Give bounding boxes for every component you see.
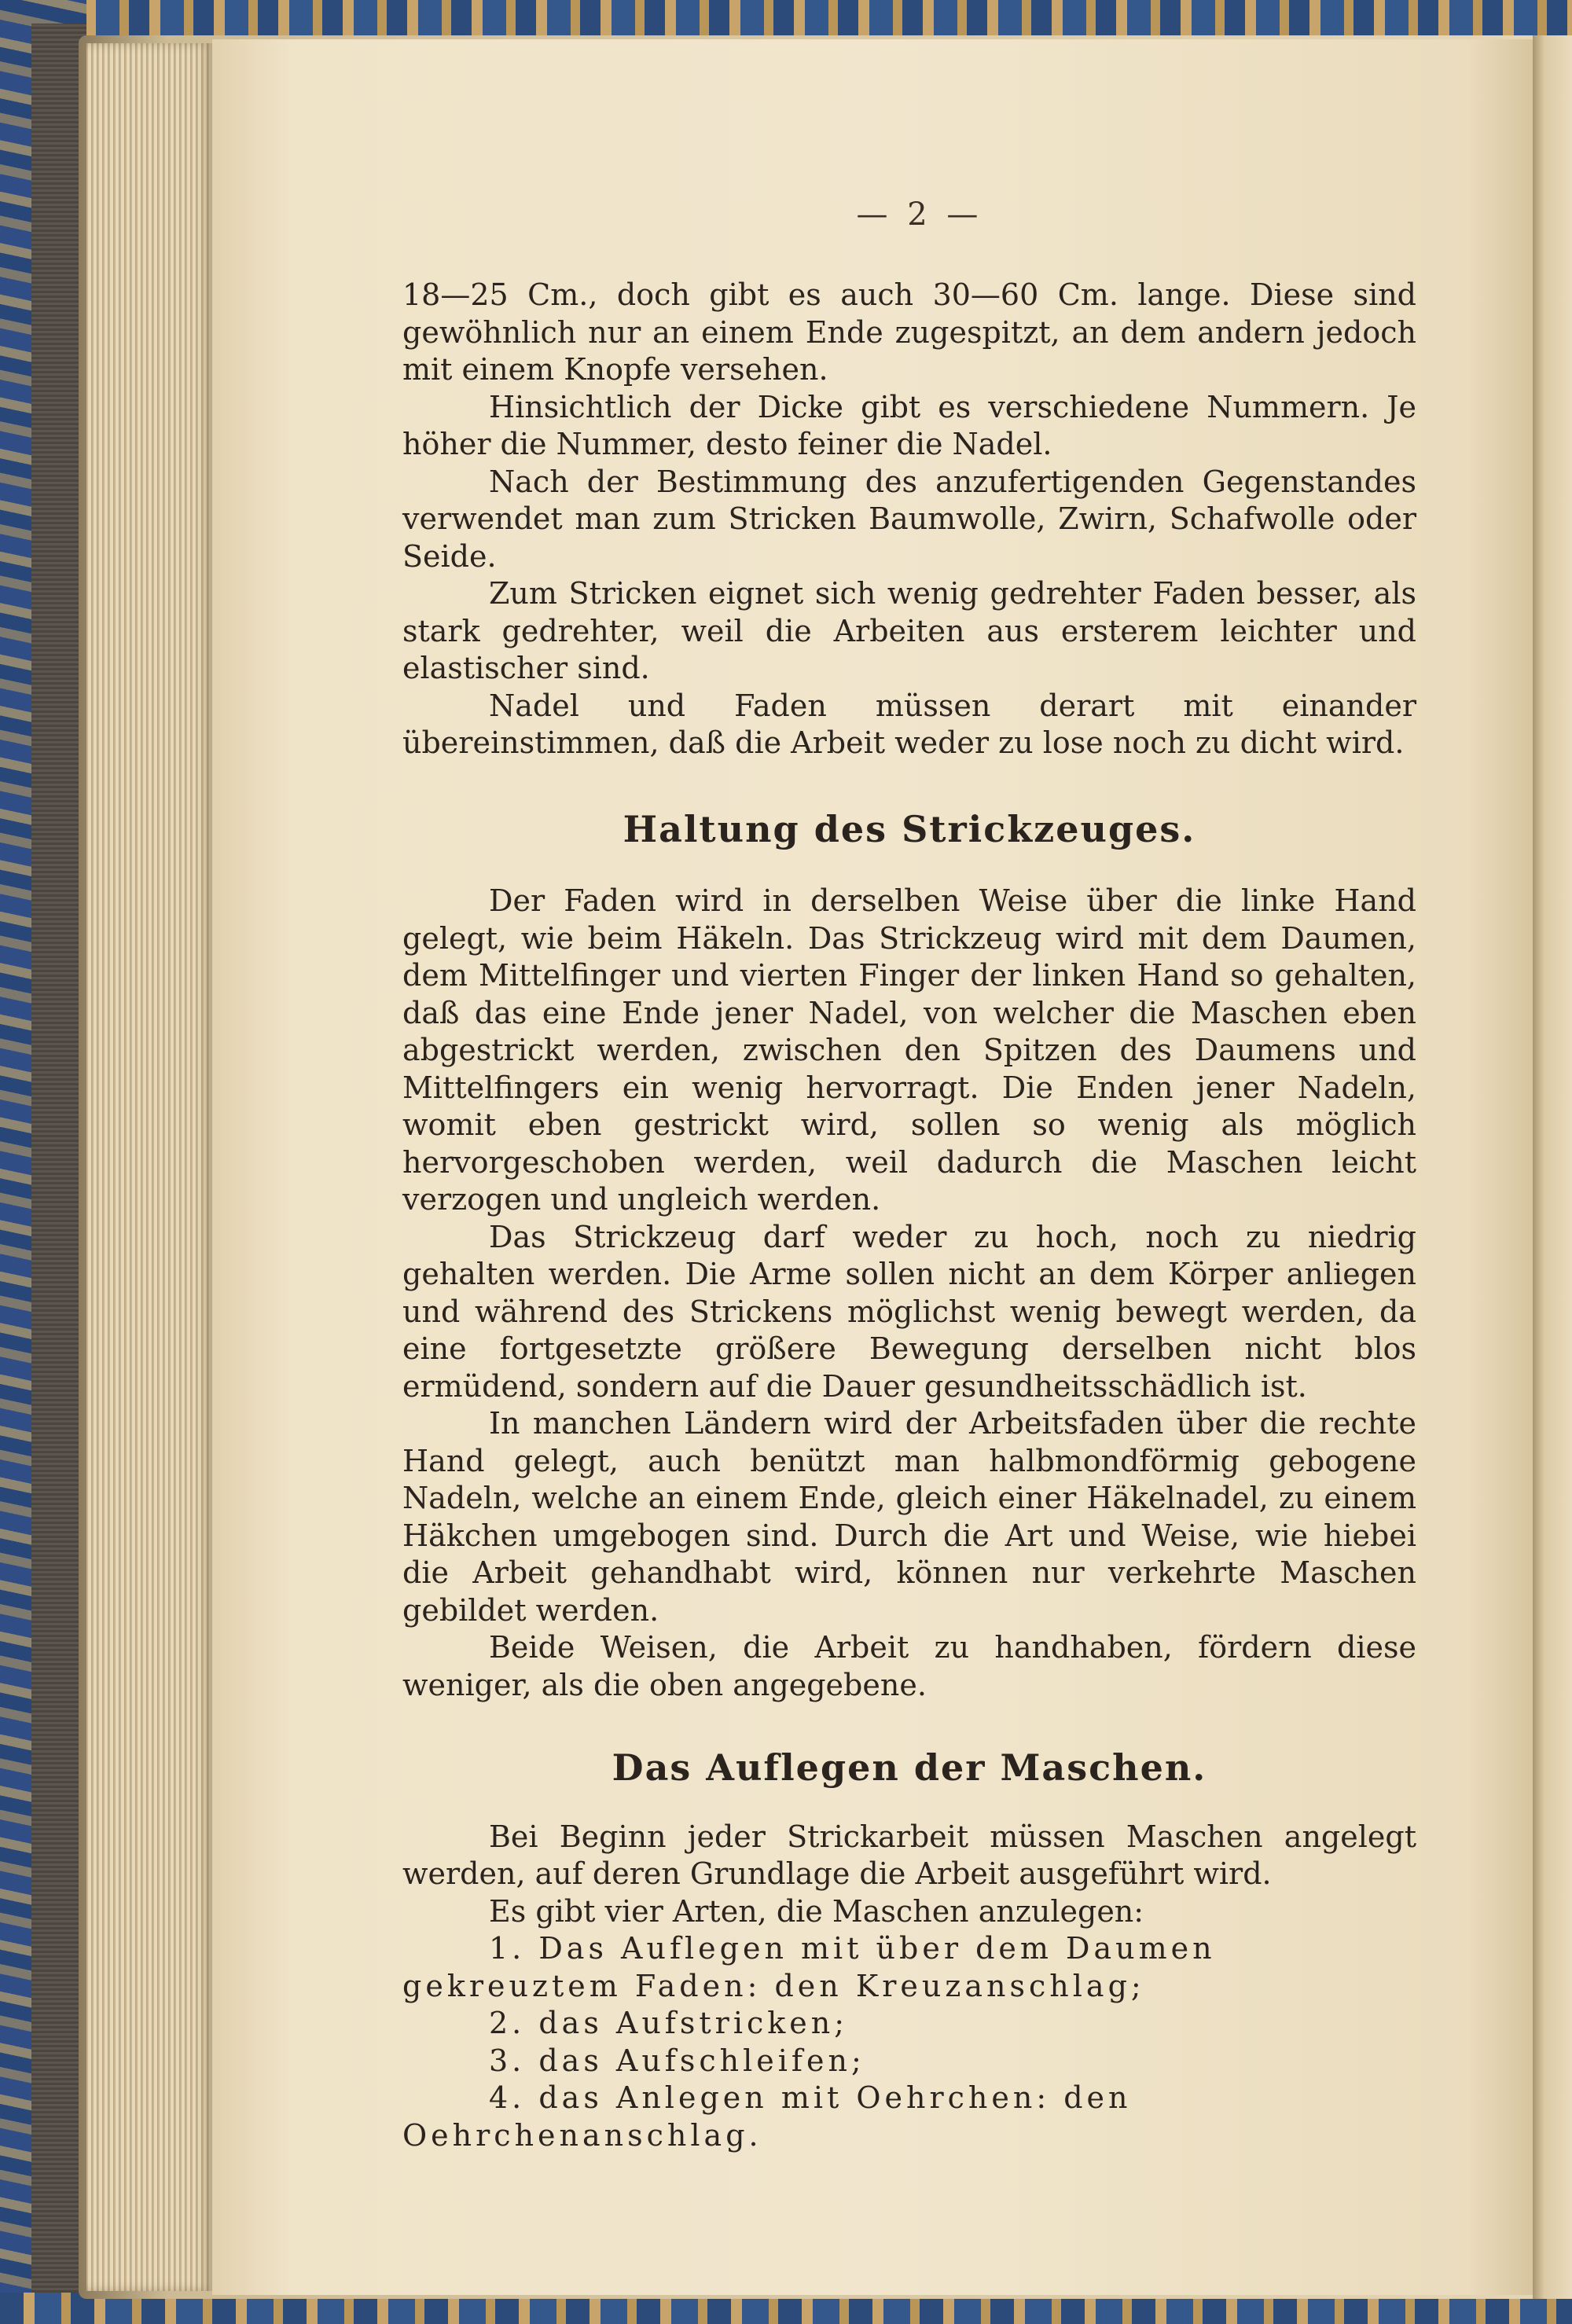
paragraph: Nach der Bestimmung des anzufertigenden Gegenstandes verwendet man zum Stricken Baumwolle, Zwirn, Schafwolle oder Seide. [402, 464, 1416, 574]
paragraph: 18—25 Cm., doch gibt es auch 30—60 Cm. lange. Diese sind gewöhnlich nur an einem Ende zugespitzt, an dem andern jedoch mit einem Knopfe versehen. [402, 277, 1416, 387]
list-item: 1. Das Auflegen mit über dem Daumen gekreuztem Faden: den Kreuzanschlag; [402, 1931, 1216, 2003]
list-item: 4. das Anlegen mit Oehrchen: den Oehrchenanschlag. [402, 2080, 1132, 2153]
paragraph: Bei Beginn jeder Strickarbeit müssen Maschen angelegt werden, auf deren Grundlage die Arbeit ausgeführt wird. [402, 1819, 1416, 1891]
paragraph: In manchen Ländern wird der Arbeitsfaden über die rechte Hand gelegt, auch benützt man halbmondförmig gebogene Nadeln, welche an einem Ende, gleich einer Häkelnadel, zu einem Häkchen umgebogen sind. Durch die Art und Weise, wie hiebei die Arbeit gehandhabt wird, können nur verkehrte Maschen gebildet werden. [402, 1406, 1416, 1628]
stacked-page-edges [86, 43, 212, 2291]
paragraph: Das Strickzeug darf weder zu hoch, noch zu niedrig gehalten werden. Die Arme sollen nicht an dem Körper anliegen und während des Strickens möglichst wenig bewegt werden, da eine fortgesetzte größere Bewegung derselben nicht blos ermüdend, sondern auf die Dauer gesundheitsschädlich ist. [402, 1219, 1416, 1404]
facing-page-edge [1533, 35, 1572, 2299]
page-text-block [402, 277, 1416, 2154]
list-item: 2. das Aufstricken; [489, 2006, 849, 2040]
paragraph: Nadel und Faden müssen derart mit einander übereinstimmen, daß die Arbeit weder zu lose noch zu dicht wird. [402, 688, 1416, 760]
list-item: 3. das Aufschleifen; [489, 2043, 865, 2078]
marbled-edge-top [0, 0, 1572, 35]
page-number: — 2 — [856, 196, 983, 233]
paragraph: Hinsichtlich der Dicke gibt es verschiedene Nummern. Je höher die Nummer, desto feiner die Nadel. [402, 389, 1416, 461]
section-heading: Haltung des Strickzeuges. [623, 807, 1196, 850]
paragraph: Beide Weisen, die Arbeit zu handhaben, fördern diese weniger, als die oben angegebene. [402, 1630, 1416, 1702]
section-heading: Das Auflegen der Maschen. [612, 1746, 1207, 1789]
paragraph: Der Faden wird in derselben Weise über die linke Hand gelegt, wie beim Häkeln. Das Strickzeug wird mit dem Daumen, dem Mittelfinger und vierten Finger der linken Hand so gehalten, daß das eine Ende jener Nadel, von welcher die Maschen eben abgestrickt werden, zwischen den Spitzen des Daumens und Mittelfingers ein wenig hervorragt. Die Enden jener Nadeln, womit eben gestrickt wird, sollen so wenig als möglich hervorgeschoben werden, weil dadurch die Maschen leicht verzogen und ungleich werden. [402, 883, 1416, 1217]
paragraph: Es gibt vier Arten, die Maschen anzulegen: [489, 1893, 1144, 1929]
paragraph: Zum Stricken eignet sich wenig gedrehter Faden besser, als stark gedrehter, weil die Arbeiten aus ersterem leichter und elastischer sind. [402, 576, 1416, 685]
